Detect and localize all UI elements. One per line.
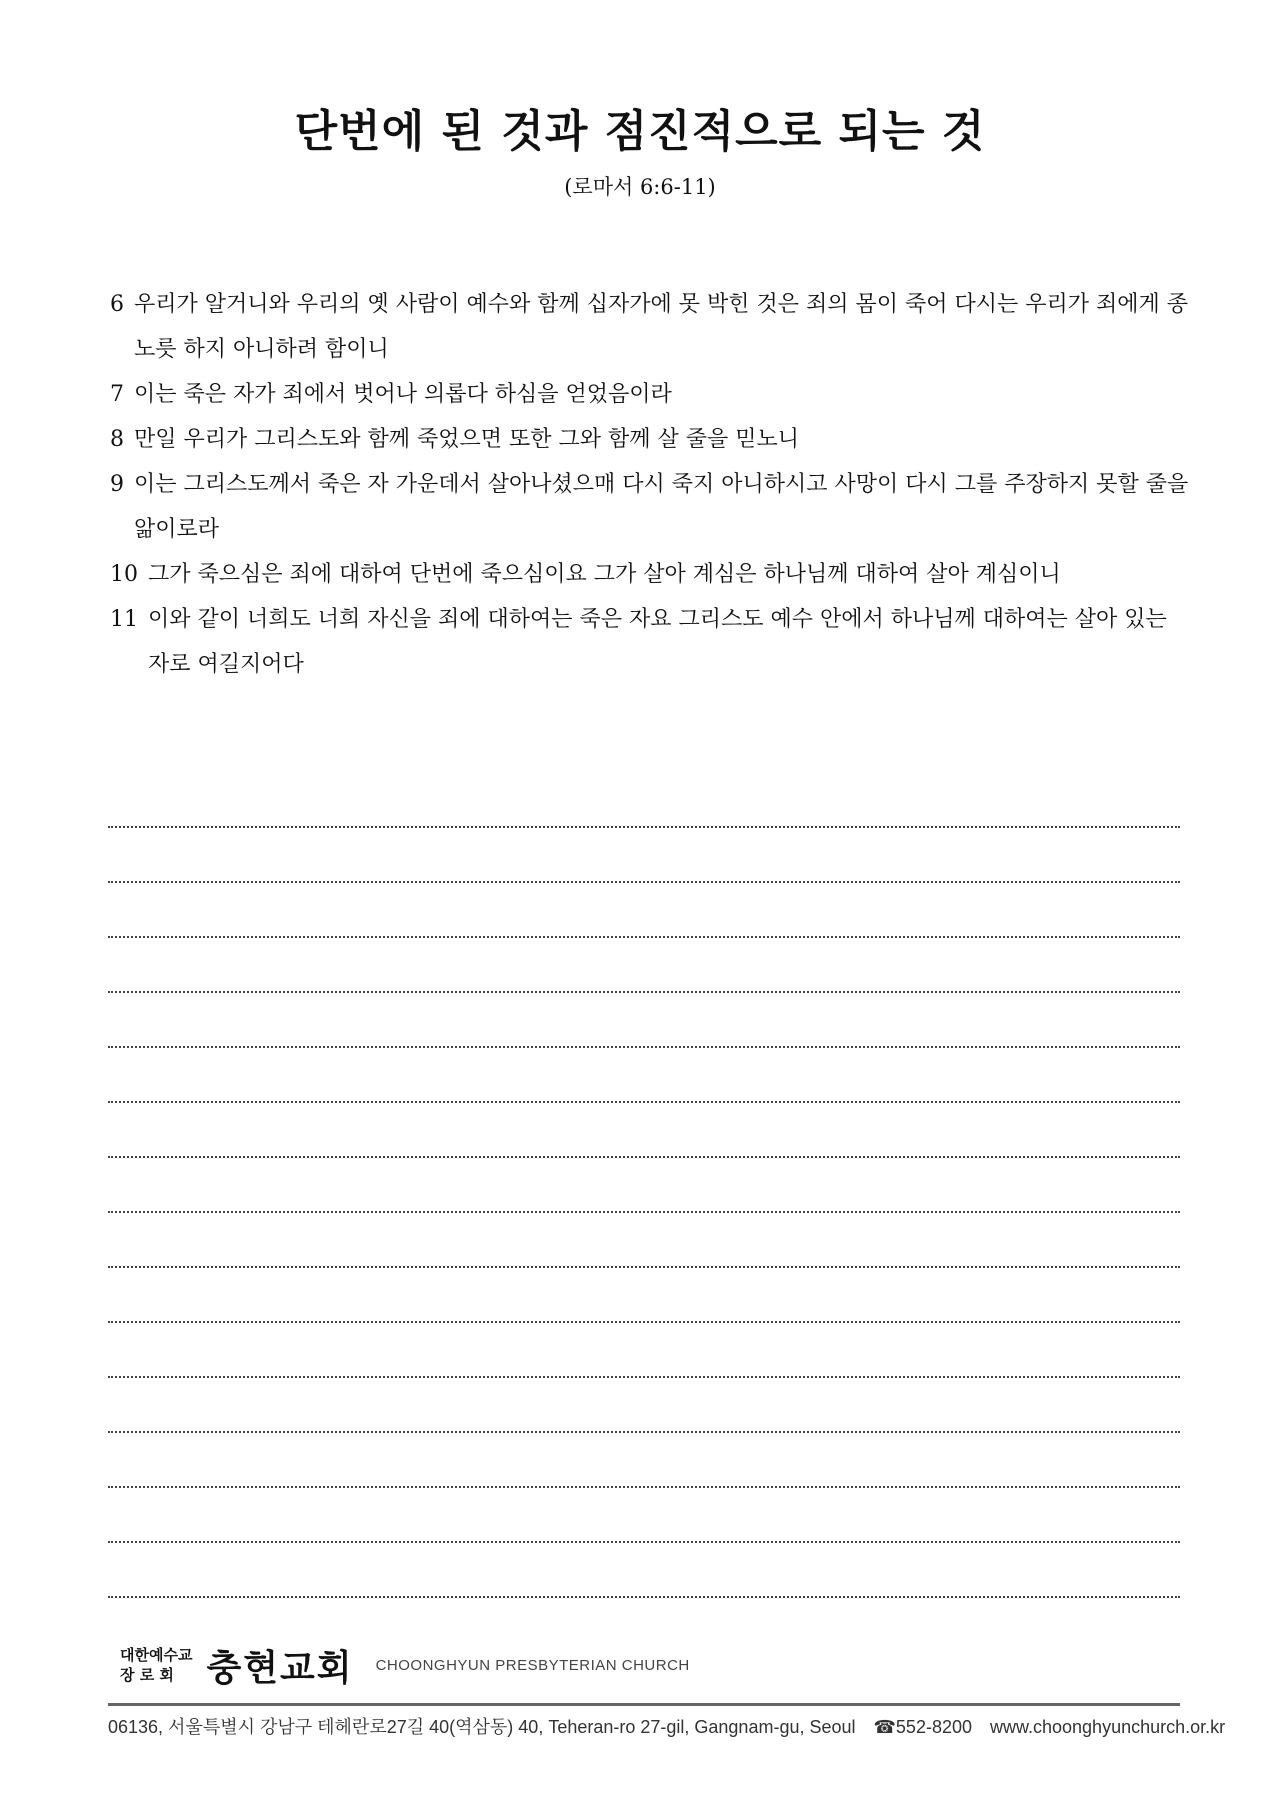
- phone: ☎552-8200: [873, 1717, 972, 1737]
- note-line: [108, 773, 1180, 828]
- address: 06136, 서울특별시 강남구 테헤란로27길 40(역삼동) 40, Teheran-ro 27-gil, Gangnam-gu, Seoul: [108, 1717, 856, 1737]
- note-line: [108, 1103, 1180, 1158]
- verse-text: 만일 우리가 그리스도와 함께 죽었으면 또한 그와 함께 살 줄을 믿노니: [134, 427, 799, 452]
- verse-text: 이와 같이 너희도 너희 자신을 죄에 대하여는 죽은 자요 그리스도 예수 안에서 하나님께 대하여는 살아 있는 자로 여길지어다: [148, 607, 1167, 677]
- church-name: 충현교회: [206, 1646, 354, 1689]
- note-line: [108, 1433, 1180, 1488]
- note-line: [108, 1323, 1180, 1378]
- verse-number: 7: [110, 382, 124, 407]
- page-title: 단번에 된 것과 점진적으로 되는 것: [294, 106, 986, 157]
- verse-item: [110, 282, 1190, 372]
- verse-item: [110, 417, 1190, 462]
- church-logo: [120, 1635, 690, 1695]
- verse-number: 10: [110, 562, 138, 587]
- scripture-reference: (로마서 6:6-11): [564, 175, 716, 199]
- verse-number: 11: [110, 607, 138, 632]
- note-line: [108, 993, 1180, 1048]
- note-line: [108, 828, 1180, 883]
- verse-number: 9: [110, 472, 124, 497]
- note-line: [108, 883, 1180, 938]
- verse-item: [110, 597, 1190, 687]
- verse-text: 우리가 알거니와 우리의 옛 사람이 예수와 함께 십자가에 못 박힌 것은 죄의 몸이 죽어 다시는 우리가 죄에게 종 노릇 하지 아니하려 함이니: [134, 292, 1188, 362]
- note-line: [108, 938, 1180, 993]
- verse-item: [110, 462, 1190, 552]
- note-line: [108, 1378, 1180, 1433]
- denomination-label: [120, 1645, 192, 1685]
- note-line: [108, 1048, 1180, 1103]
- verse-item: [110, 552, 1190, 597]
- verse-item: [110, 372, 1190, 417]
- note-line: [108, 1488, 1180, 1543]
- verse-text: 그가 죽으심은 죄에 대하여 단번에 죽으심이요 그가 살아 계심은 하나님께 대하여 살아 계심이니: [148, 562, 1061, 587]
- church-english-name: CHOONGHYUN PRESBYTERIAN CHURCH: [375, 1656, 690, 1674]
- verse-text: 이는 그리스도께서 죽은 자 가운데서 살아나셨으매 다시 죽지 아니하시고 사망이 다시 그를 주장하지 못할 줄을 앎이로라: [134, 472, 1189, 542]
- website-link[interactable]: www.choonghyunchurch.or.kr: [990, 1717, 1226, 1737]
- note-lines: [108, 773, 1180, 1598]
- note-line: [108, 1543, 1180, 1598]
- note-line: [108, 1268, 1180, 1323]
- denomination-line-2: 장 로 회: [120, 1666, 174, 1684]
- verse-list: [110, 282, 1190, 687]
- footer-contact: [108, 1714, 1226, 1740]
- note-line: [108, 1158, 1180, 1213]
- denomination-line-1: 대한예수교: [120, 1646, 193, 1664]
- footer-divider: [108, 1703, 1180, 1706]
- verse-number: 6: [110, 292, 124, 317]
- verse-text: 이는 죽은 자가 죄에서 벗어나 의롭다 하심을 얻었음이라: [134, 382, 672, 407]
- note-line: [108, 1213, 1180, 1268]
- verse-number: 8: [110, 427, 124, 452]
